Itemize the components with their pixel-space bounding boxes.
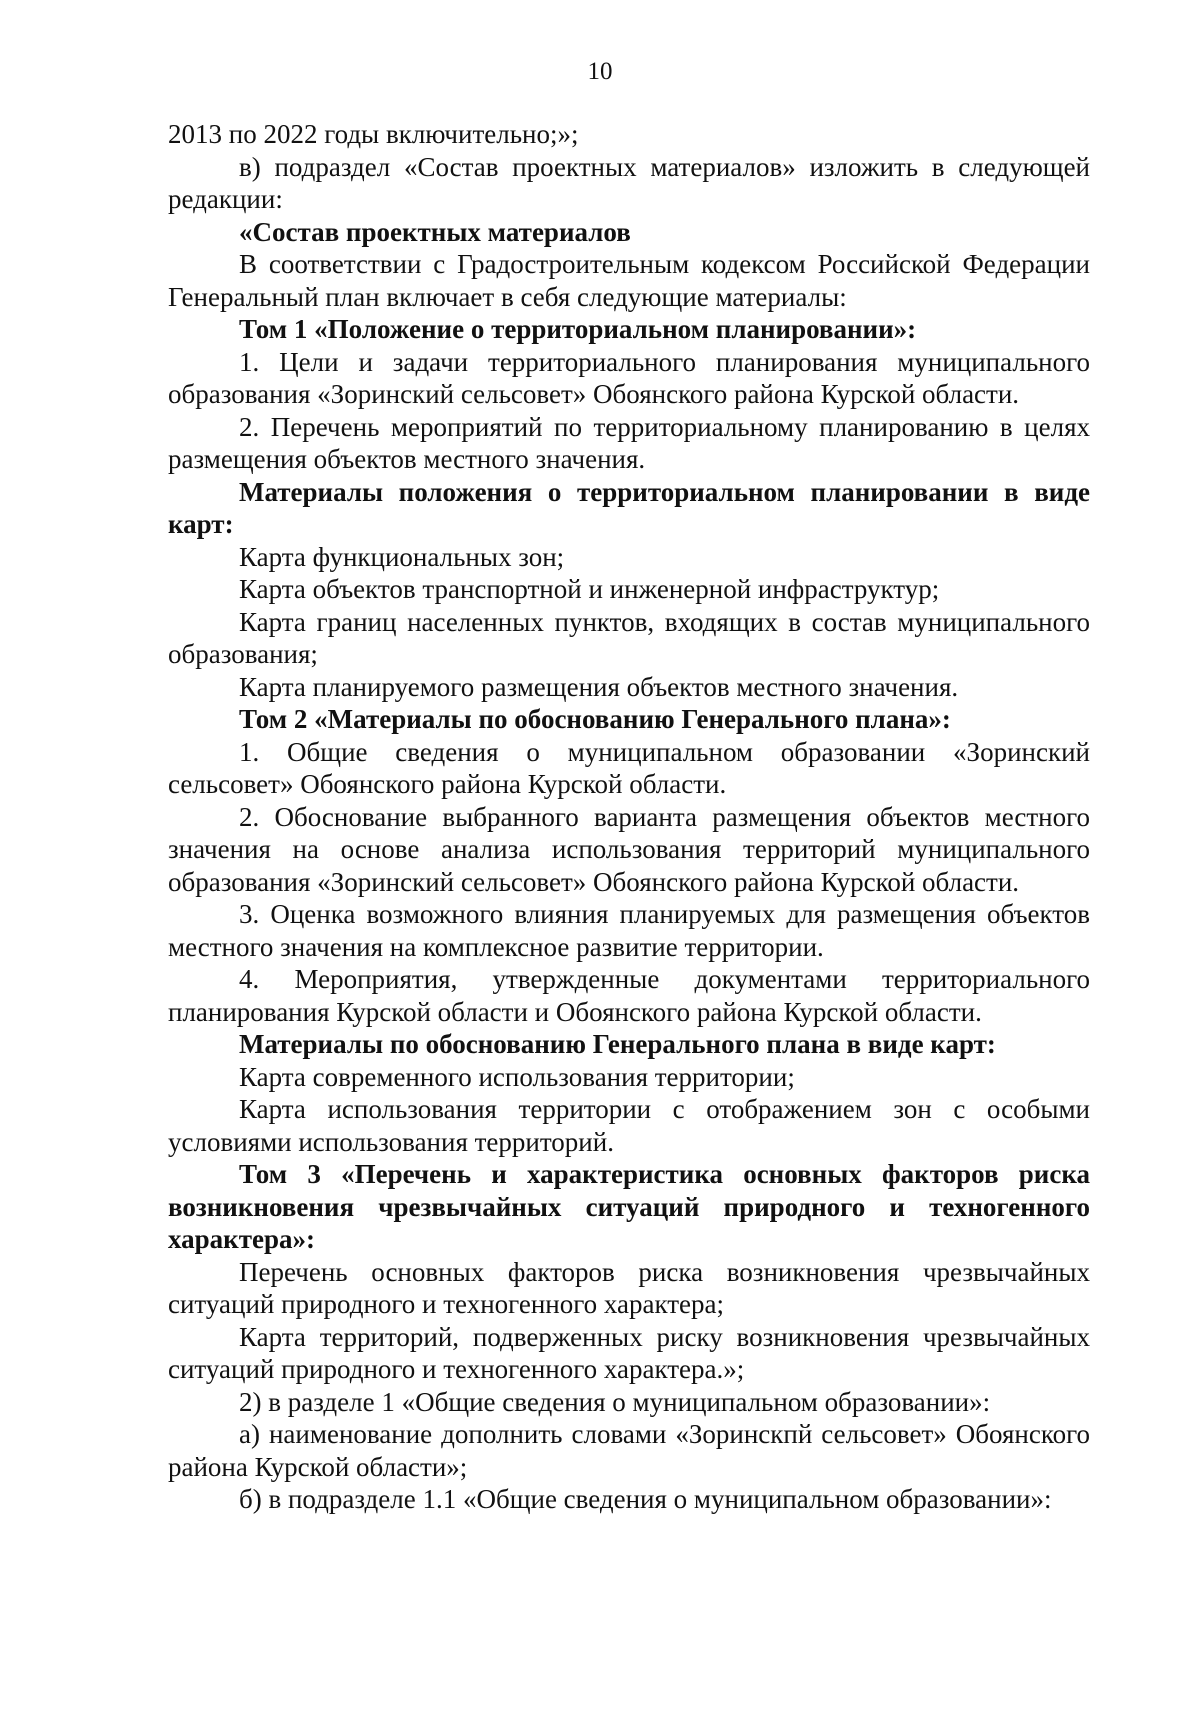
list-item: 1. Общие сведения о муниципальном образовании «Зоринский сельсовет» Обоянского района Курской области.: [168, 736, 1090, 799]
paragraph: а) наименование дополнить словами «Зоринскпй сельсовет» Обоянского района Курской области»;: [168, 1419, 1090, 1482]
subsection-heading: Материалы по обоснованию Генерального плана в виде карт:: [239, 1029, 996, 1059]
list-item: 3. Оценка возможного влияния планируемых для размещения объектов местного значения на комплексное развитие территории.: [168, 899, 1090, 962]
list-item: 1. Цели и задачи территориального планирования муниципального образования «Зоринский сельсовет» Обоянского района Курской области.: [168, 346, 1090, 409]
paragraph: 2) в разделе 1 «Общие сведения о муниципальном образовании»:: [239, 1386, 991, 1417]
volume-heading: Том 2 «Материалы по обоснованию Генерального плана»:: [239, 704, 951, 734]
document-body: [168, 118, 1090, 1516]
paragraph: 2013 по 2022 годы включительно;»;: [168, 119, 579, 149]
map-item: Карта планируемого размещения объектов местного значения.: [239, 671, 959, 702]
map-item: Карта функциональных зон;: [239, 541, 565, 572]
paragraph: б) в подразделе 1.1 «Общие сведения о муниципальном образовании»:: [239, 1484, 1052, 1514]
page-number: 10: [587, 58, 613, 85]
list-item: Перечень основных факторов риска возникновения чрезвычайных ситуаций природного и техногенного характера;: [168, 1256, 1090, 1319]
section-heading: «Состав проектных материалов: [239, 216, 631, 247]
map-item: Карта границ населенных пунктов, входящих в состав муниципального образования;: [168, 606, 1090, 669]
list-item: 4. Мероприятия, утвержденные документами территориального планирования Курской области и Обоянского района Курской области.: [168, 964, 1090, 1027]
volume-heading: Том 1 «Положение о территориальном планировании»:: [239, 314, 917, 344]
paragraph: в) подраздел «Состав проектных материалов» изложить в следующей редакции:: [168, 151, 1090, 214]
paragraph: В соответствии с Градостроительным кодексом Российской Федерации Генеральный план включает в себя следующие материалы:: [168, 249, 1090, 312]
map-item: Карта объектов транспортной и инженерной инфраструктур;: [239, 574, 940, 604]
list-item: 2. Обоснование выбранного варианта размещения объектов местного значения на основе анализа использования территорий муниципального образования «Зоринский сельсовет» Обоянского района Курской области.: [168, 801, 1090, 897]
map-item: Карта современного использования территории;: [239, 1061, 795, 1092]
map-item: Карта использования территории с отображением зон с особыми условиями использования территорий.: [168, 1094, 1090, 1157]
map-item: Карта территорий, подверженных риску возникновения чрезвычайных ситуаций природного и техногенного характера.»;: [168, 1321, 1090, 1384]
subsection-heading: Материалы положения о территориальном планировании в виде карт:: [168, 476, 1090, 539]
list-item: 2. Перечень мероприятий по территориальному планированию в целях размещения объектов местного значения.: [168, 411, 1090, 474]
volume-heading: Том 3 «Перечень и характеристика основных факторов риска возникновения чрезвычайных ситуаций природного и техногенного характера»:: [168, 1159, 1090, 1254]
